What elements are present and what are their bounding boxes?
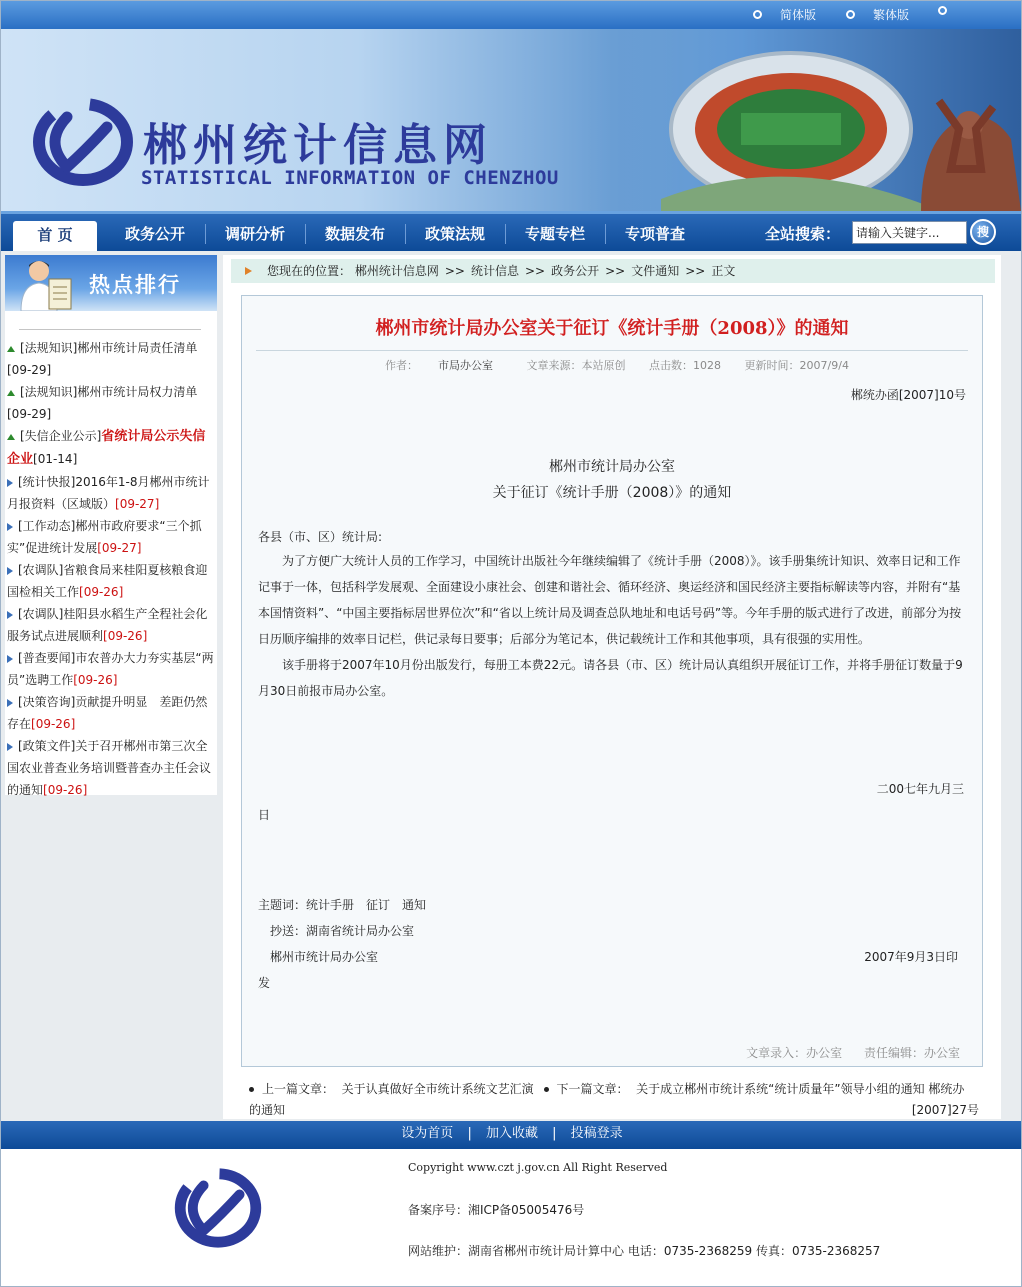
nav-separator <box>305 224 306 244</box>
prev-label: 上一篇文章： <box>262 1082 335 1096</box>
top-bar <box>1 1 1021 29</box>
addressee: 各县（市、区）统计局: <box>258 530 383 544</box>
submit-login-link[interactable]: 投稿登录 <box>570 1126 623 1141</box>
footer-logo-icon <box>173 1167 263 1249</box>
hot-list-item[interactable] <box>7 471 215 515</box>
nav-policy-regulations[interactable]: 政策法规 <box>424 225 485 243</box>
signature-date: 二00七年九月三 <box>876 782 964 796</box>
document-heading-issuer: 郴州市统计局办公室 <box>549 459 675 475</box>
triangle-right-icon <box>7 479 13 487</box>
circle-bullet-icon <box>846 10 855 19</box>
hot-item-date: [09-26] <box>43 783 88 797</box>
author-label: 作者： <box>385 359 419 372</box>
hot-list-item[interactable] <box>7 603 215 647</box>
breadcrumb-item-home[interactable]: 郴州统计信息网 <box>354 264 439 278</box>
triangle-right-icon <box>7 611 13 619</box>
nav-home[interactable]: 首 页 <box>13 221 97 251</box>
nav-research-analysis[interactable]: 调研分析 <box>224 225 285 243</box>
site-footer <box>1 1149 1022 1287</box>
hot-item-title[interactable]: [普查要闻]市农普办大力夯实基层“两员”选聘工作 <box>7 651 214 687</box>
site-subtitle: STATISTICAL INFORMATION OF CHENZHOU <box>141 167 559 189</box>
nav-data-release[interactable]: 数据发布 <box>324 225 385 243</box>
triangle-right-icon <box>7 523 13 531</box>
footer-link-bar <box>1 1121 1022 1149</box>
triangle-up-icon <box>7 434 15 440</box>
maintainer-contact: 网站维护：湖南省郴州市统计局计算中心 电话：0735-2368259 传真：0735-2368257 <box>408 1244 881 1258</box>
signature-date-end: 日 <box>258 808 271 822</box>
hot-item-title[interactable]: [统计快报]2016年1-8月郴州市统计月报资料（区域版） <box>7 475 210 511</box>
next-article-link[interactable]: 关于成立郴州市统计系统“统计质量年”领导小组的通知 郴统办 <box>636 1082 965 1096</box>
hot-item-title[interactable]: [法规知识]郴州市统计局权力清单 <box>20 385 198 399</box>
breadcrumb-separator: >> <box>685 264 706 278</box>
traditional-version-link[interactable] <box>846 6 909 23</box>
bullet-dot-icon <box>544 1087 549 1092</box>
article-meta <box>242 357 982 373</box>
circle-bullet-icon <box>938 6 947 15</box>
breadcrumb <box>231 259 995 283</box>
nav-separator <box>505 224 506 244</box>
triangle-right-icon <box>7 655 13 663</box>
update-time: 更新时间：2007/9/4 <box>744 359 849 372</box>
breadcrumb-prefix: 您现在的位置： <box>267 264 352 278</box>
hot-item-title[interactable]: [法规知识]郴州市统计局责任清单 <box>20 341 198 355</box>
icp-record: 备案序号：湘ICP备05005476号 <box>408 1203 585 1217</box>
sidebar-divider <box>19 329 201 330</box>
document-heading-subject: 关于征订《统计手册（2008）》的通知 <box>492 485 732 501</box>
nav-separator <box>605 224 606 244</box>
article-body <box>241 295 983 1067</box>
triangle-right-icon <box>7 699 13 707</box>
triangle-up-icon <box>7 346 15 352</box>
hot-item-date: [09-27] <box>97 541 142 555</box>
hot-item-title[interactable]: [失信企业公示] <box>20 429 102 443</box>
breadcrumb-item-gov-affairs[interactable]: 政务公开 <box>551 264 600 278</box>
footer-separator: | <box>467 1126 472 1141</box>
breadcrumb-text <box>267 259 735 283</box>
nav-census[interactable]: 专项普查 <box>624 225 685 243</box>
stadium-image <box>621 29 1021 211</box>
hot-list <box>7 337 215 801</box>
hot-item-date: [09-27] <box>115 497 160 511</box>
nav-government-affairs[interactable]: 政务公开 <box>124 225 185 243</box>
hot-item-title[interactable]: [工作动态]郴州市政府要求“三个抓实”促进统计发展 <box>7 519 202 555</box>
cc-line: 抄送：湖南省统计局办公室 <box>270 924 415 938</box>
document-number: 郴统办函[2007]10号 <box>850 388 966 402</box>
person-clipboard-icon <box>15 257 77 311</box>
simplified-version-link[interactable] <box>753 6 816 23</box>
author-name: 市局办公室 <box>438 359 494 372</box>
set-homepage-link[interactable]: 设为首页 <box>401 1126 454 1141</box>
site-logo-icon[interactable] <box>33 97 133 187</box>
entry-by: 文章录入：办公室 <box>746 1046 843 1060</box>
issuer-line: 郴州市统计局办公室 <box>270 950 379 964</box>
breadcrumb-separator: >> <box>444 264 465 278</box>
main-navigation <box>1 211 1021 251</box>
simplified-label[interactable]: 简体版 <box>780 8 817 22</box>
hot-item-title[interactable]: [农调队]省粮食局来桂阳夏核粮食迎国检相关工作 <box>7 563 208 599</box>
click-count: 点击数：1028 <box>649 359 722 372</box>
top-bar-end-dot <box>938 6 965 15</box>
hot-list-item[interactable] <box>7 647 215 691</box>
hot-item-date: [09-26] <box>79 585 124 599</box>
article-source: 文章来源：本站原创 <box>526 359 626 372</box>
hot-ranking-sidebar <box>5 255 217 795</box>
search-input[interactable] <box>852 221 967 244</box>
triangle-right-icon <box>7 743 13 751</box>
hot-item-title[interactable]: [决策咨询]贡献提升明显 差距仍然存在 <box>7 695 208 731</box>
article-credits <box>728 1044 960 1061</box>
site-title: 郴州统计信息网 <box>143 120 493 171</box>
circle-bullet-icon <box>753 10 762 19</box>
prev-next-links <box>249 1079 979 1121</box>
hot-item-title[interactable]: [农调队]桂阳县水稻生产全程社会化服务试点进展顺利 <box>7 607 208 643</box>
hot-item-date: [09-29] <box>7 363 52 377</box>
hot-list-item[interactable] <box>7 735 215 801</box>
nav-separator <box>405 224 406 244</box>
hot-list-item[interactable] <box>7 559 215 603</box>
breadcrumb-arrow-icon <box>245 267 252 275</box>
footer-separator: | <box>552 1126 557 1141</box>
add-favorite-link[interactable]: 加入收藏 <box>485 1126 538 1141</box>
nav-separator <box>205 224 206 244</box>
hot-item-date: [01-14] <box>33 452 78 466</box>
search-button[interactable]: 搜 <box>970 219 996 245</box>
nav-special-topics[interactable]: 专题专栏 <box>524 225 585 243</box>
article-title: 郴州市统计局办公室关于征订《统计手册（2008）》的通知 <box>375 318 849 339</box>
paragraph-2: 该手册将于2007年10月份出版发行，每册工本费22元。请各县（市、区）统计局认真组织开展征订工作，并将手册征订数量于9月30日前报市局办公室。 <box>258 658 963 698</box>
triangle-up-icon <box>7 390 15 396</box>
next-article-number[interactable]: [2007]27号 <box>911 1103 979 1117</box>
hot-item-highlight[interactable]: 省统计局公示失信企业 <box>7 429 206 467</box>
hot-item-date: [09-26] <box>73 673 118 687</box>
bullet-dot-icon <box>249 1087 254 1092</box>
hot-item-date: [09-29] <box>7 407 52 421</box>
sidebar-header <box>5 255 217 311</box>
breadcrumb-separator: >> <box>605 264 626 278</box>
title-divider <box>256 350 968 351</box>
hot-list-item[interactable] <box>7 515 215 559</box>
hot-list-item[interactable] <box>7 425 215 471</box>
next-label: 下一篇文章： <box>556 1082 629 1096</box>
search-label: 全站搜索： <box>765 225 841 243</box>
breadcrumb-separator: >> <box>524 264 546 278</box>
site-banner <box>1 29 1021 211</box>
hot-item-date: [09-26] <box>103 629 148 643</box>
content-column <box>223 255 1001 1119</box>
sidebar-title: 热点排行 <box>89 273 181 297</box>
hot-list-item[interactable] <box>7 337 215 381</box>
subject-words: 主题词：统计手册 征订 通知 <box>258 898 427 912</box>
hot-item-date: [09-26] <box>31 717 76 731</box>
traditional-label[interactable]: 繁体版 <box>873 8 910 22</box>
copyright: Copyright www.czt j.gov.cn All Right Reserved <box>408 1161 668 1174</box>
hot-list-item[interactable] <box>7 381 215 425</box>
editor-by: 责任编辑：办公室 <box>863 1046 960 1060</box>
issued-date: 2007年9月3日印 <box>864 950 958 964</box>
main-area <box>1 251 1022 1121</box>
breadcrumb-item-statistics[interactable]: 统计信息 <box>470 264 519 278</box>
issued-suffix: 发 <box>258 976 271 990</box>
triangle-right-icon <box>7 567 13 575</box>
breadcrumb-item-notices[interactable]: 文件通知 <box>631 264 680 278</box>
breadcrumb-item-current: 正文 <box>711 264 736 278</box>
paragraph-1: 为了方便广大统计人员的工作学习，中国统计出版社今年继续编辑了《统计手册（2008）》。该手册集统计知识、效率日记和工作记事于一体，包括科学发展观、全面建设小康社会、创建和谐社会、循环经济、奥运经济和国民经济主要指标解读等内容，并附有“基本国情资料”、“中国主要指标居世界位次”和“省以上统计局及调查总队地址和电话号码”等。今年手册的版式进行了改进，前部分为按日历顺序编排的效率日记栏，供记录每日要事；后部分为笔记本，供记载统计工作和其他事项，具有很强的实用性。 <box>258 554 962 646</box>
hot-item-title[interactable]: [政策文件]关于召开郴州市第三次全国农业普查业务培训暨普查办主任会议的通知 <box>7 739 212 797</box>
prev-article-link[interactable]: 关于认真做好全市统计系统文艺汇演 <box>341 1082 534 1096</box>
next-article-link-tail[interactable]: 的通知 <box>249 1103 286 1117</box>
hot-list-item[interactable] <box>7 691 215 735</box>
